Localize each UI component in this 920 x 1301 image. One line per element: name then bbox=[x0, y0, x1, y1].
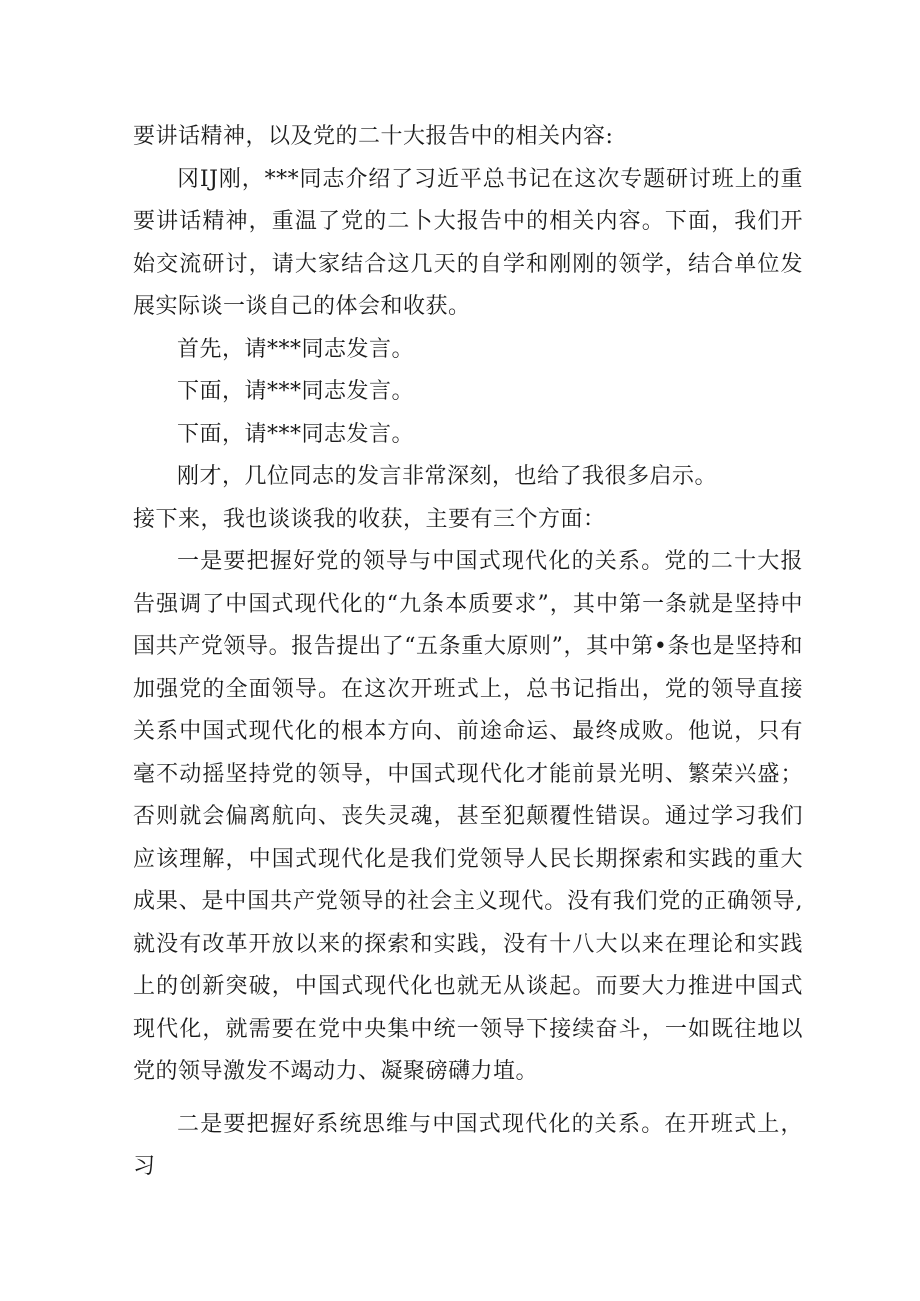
paragraph-point-one: 一是要把握好党的领导与中国式现代化的关系。党的二十大报告强调了中国式现代化的“九条本质要求”，其中第一条就是坚持中国共产党领导。报告提出了“五条重大原则”，其中第•条也是坚持和加强党的全面领导。在这次开班式上，总书记指出，党的领导直接关系中国式现代化的根本方向、前途命运、最终成败。他说，只有毫不动摇坚持党的领导，中国式现代化才能前景光明、繁荣兴盛；否则就会偏离航向、丧失灵魂，甚至犯颠覆性错误。通过学习我们应该理解，中国式现代化是我们党领导人民长期探索和实践的重大成果、是中国共产党领导的社会主义现代。没有我们党的正确领导,就没有改革开放以来的探索和实践，没有十八大以来在理论和实践上的创新突破，中国式现代化也就无从谈起。而要大力推进中国式现代化，就需要在党中央集中统一领导下接续奋斗，一如既往地以党的领导激发不竭动力、凝聚磅礴力埴。 bbox=[133, 549, 803, 1084]
paragraph-first-speaker: 首先，请***同志发言。 bbox=[177, 336, 415, 362]
paragraph-second-speaker: 下面，请***同志发言。 bbox=[177, 379, 415, 404]
paragraph-point-two: 二是要把握好系统思维与中国式现代化的关系。在开班式上，习 bbox=[133, 1111, 803, 1179]
paragraph-transition: 接下来，我也谈谈我的收获，主要有三个方面： bbox=[133, 506, 606, 532]
paragraph-intro: 冈IJ刚，***同志介绍了习近平总书记在这次专题研讨班上的重要讲话精神，重温了党的二卜大报告中的相关内容。下面，我们开始交流研讨，请大家结合这几天的自学和刚刚的领学，结合单位发展实际谈一谈自己的体会和收获。 bbox=[133, 166, 803, 319]
document-body bbox=[133, 116, 803, 1189]
paragraph-third-speaker: 下面，请***同志发言。 bbox=[177, 421, 415, 447]
paragraph-summary: 刚才，几位同志的发言非常深刻，也给了我很多启示。 bbox=[177, 464, 718, 489]
paragraph-continuation: 要讲话精神，以及党的二十大报告中的相关内容: bbox=[133, 124, 614, 149]
